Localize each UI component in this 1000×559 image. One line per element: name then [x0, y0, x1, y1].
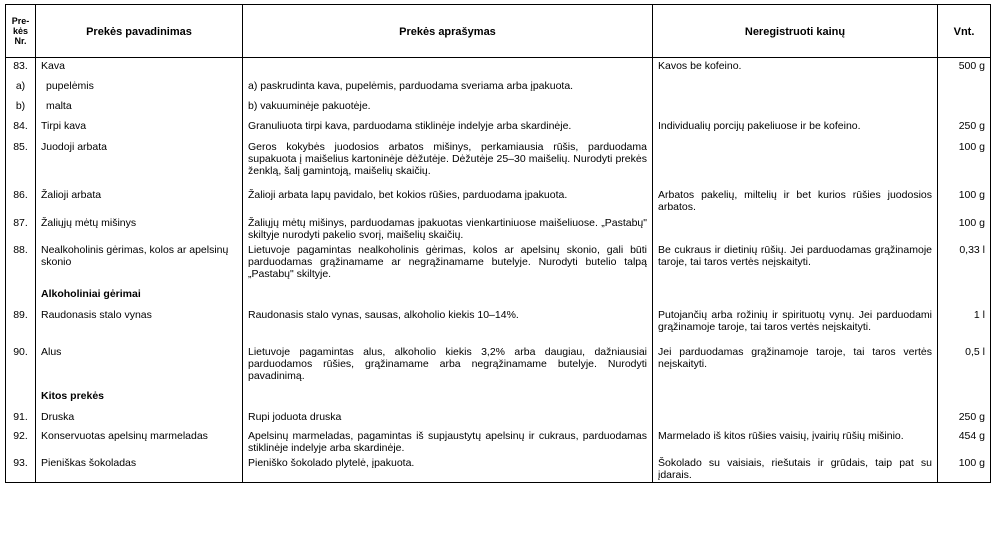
- item-number-cell: 89.: [6, 307, 36, 344]
- item-description-cell: Geros kokybės juodosios arbatos mišinys, perkamiausia rūšis, parduodama supakuota į maišelius kartoninėje dėžutėje. Dėžutėje 25–30 maišelių. Nurodyti prekės ženklą, šalį gamintoją, maišelių skaičių.: [243, 139, 653, 187]
- table-row: [6, 98, 991, 118]
- empty-cell: [653, 286, 938, 307]
- unit-cell: 250 g: [938, 118, 991, 139]
- header-item-description: Prekės aprašymas: [243, 5, 653, 58]
- item-description-cell: Rupi joduota druska: [243, 409, 653, 428]
- empty-cell: [938, 388, 991, 409]
- unit-cell: 100 g: [938, 187, 991, 215]
- table-row: [6, 58, 991, 78]
- unit-cell: 454 g: [938, 428, 991, 455]
- header-unit: Vnt.: [938, 5, 991, 58]
- item-name-cell: Kava: [36, 58, 243, 78]
- unregistered-prices-cell: [653, 78, 938, 98]
- item-name-cell: Raudonasis stalo vynas: [36, 307, 243, 344]
- item-description-cell: Žalioji arbata lapų pavidalo, bet kokios rūšies, parduodama įpakuota.: [243, 187, 653, 215]
- unit-cell: 500 g: [938, 58, 991, 78]
- unit-cell: 0,33 l: [938, 242, 991, 286]
- unregistered-prices-cell: [653, 139, 938, 187]
- item-description-cell: a) paskrudinta kava, pupelėmis, parduodama sveriama arba įpakuota.: [243, 78, 653, 98]
- item-number-cell: 83.: [6, 58, 36, 78]
- item-number-cell: 84.: [6, 118, 36, 139]
- table-row: [6, 409, 991, 428]
- price-items-table: [5, 4, 991, 483]
- item-name-cell: Alus: [36, 344, 243, 388]
- item-name-cell: Druska: [36, 409, 243, 428]
- item-name-cell: Nealkoholinis gėrimas, kolos ar apelsinų skonio: [36, 242, 243, 286]
- item-name-cell: Žaliųjų mėtų mišinys: [36, 215, 243, 242]
- item-name-cell: pupelėmis: [36, 78, 243, 98]
- unregistered-prices-cell: Be cukraus ir dietinių rūšių. Jei parduodamas grąžinamoje taroje, tai taros vertės neįskaityti.: [653, 242, 938, 286]
- item-description-cell: [243, 58, 653, 78]
- item-name-cell: Juodoji arbata: [36, 139, 243, 187]
- item-name-cell: malta: [36, 98, 243, 118]
- item-number-cell: 88.: [6, 242, 36, 286]
- empty-cell: [653, 388, 938, 409]
- table-row: [6, 344, 991, 388]
- section-row: [6, 388, 991, 409]
- empty-cell: [6, 286, 36, 307]
- item-number-cell: 85.: [6, 139, 36, 187]
- unit-cell: 0,5 l: [938, 344, 991, 388]
- unit-cell: 100 g: [938, 215, 991, 242]
- item-name-cell: Tirpi kava: [36, 118, 243, 139]
- unregistered-prices-cell: [653, 409, 938, 428]
- item-number-cell: 93.: [6, 455, 36, 483]
- item-number-cell: 91.: [6, 409, 36, 428]
- item-description-cell: Raudonasis stalo vynas, sausas, alkoholio kiekis 10–14%.: [243, 307, 653, 344]
- unit-cell: 100 g: [938, 455, 991, 483]
- item-description-cell: Pieniško šokolado plytelė, įpakuota.: [243, 455, 653, 483]
- empty-cell: [243, 286, 653, 307]
- table-row: [6, 118, 991, 139]
- header-item-name: Prekės pavadinimas: [36, 5, 243, 58]
- unregistered-prices-cell: Arbatos pakelių, miltelių ir bet kurios rūšies juodosios arbatos.: [653, 187, 938, 215]
- table-row: [6, 78, 991, 98]
- item-description-cell: b) vakuuminėje pakuotėje.: [243, 98, 653, 118]
- unregistered-prices-cell: Putojančių arba rožinių ir spirituotų vynų. Jei parduodami grąžinamoje taroje, tai taros vertės neįskaityti.: [653, 307, 938, 344]
- unregistered-prices-cell: [653, 98, 938, 118]
- empty-cell: [6, 388, 36, 409]
- table-row: [6, 307, 991, 344]
- item-number-cell: a): [6, 78, 36, 98]
- unregistered-prices-cell: Jei parduodamas grąžinamoje taroje, tai taros vertės neįskaityti.: [653, 344, 938, 388]
- empty-cell: [243, 388, 653, 409]
- unregistered-prices-cell: Šokolado su vaisiais, riešutais ir grūdais, taip pat su įdarais.: [653, 455, 938, 483]
- item-description-cell: Granuliuota tirpi kava, parduodama stiklinėje indelyje arba skardinėje.: [243, 118, 653, 139]
- unit-cell: 100 g: [938, 139, 991, 187]
- item-description-cell: Apelsinų marmeladas, pagamintas iš supjaustytų apelsinų ir cukraus, parduodamas stiklinėje indelyje arba skardinėje.: [243, 428, 653, 455]
- item-name-cell: Žalioji arbata: [36, 187, 243, 215]
- table-row: [6, 455, 991, 483]
- item-number-cell: 86.: [6, 187, 36, 215]
- section-row: [6, 286, 991, 307]
- unregistered-prices-cell: Marmelado iš kitos rūšies vaisių, įvairių rūšių mišinio.: [653, 428, 938, 455]
- table-header-row: [6, 5, 991, 58]
- section-title: Kitos prekės: [36, 388, 243, 409]
- unit-cell: [938, 98, 991, 118]
- unit-cell: [938, 78, 991, 98]
- item-name-cell: Pieniškas šokoladas: [36, 455, 243, 483]
- table-row: [6, 242, 991, 286]
- item-number-cell: 87.: [6, 215, 36, 242]
- section-title: Alkoholiniai gėrimai: [36, 286, 243, 307]
- item-number-cell: b): [6, 98, 36, 118]
- item-description-cell: Lietuvoje pagamintas nealkoholinis gėrimas, kolos ar apelsinų skonio, gali būti parduodamas grąžinamame ar negrąžinamame butelyje. Nurodyti butelio talpą „Pastabų" skiltyje.: [243, 242, 653, 286]
- unit-cell: 1 l: [938, 307, 991, 344]
- unit-cell: 250 g: [938, 409, 991, 428]
- table-row: [6, 139, 991, 187]
- table-row: [6, 215, 991, 242]
- unregistered-prices-cell: Individualių porcijų pakeliuose ir be kofeino.: [653, 118, 938, 139]
- item-description-cell: Žaliųjų mėtų mišinys, parduodamas įpakuotas vienkartiniuose maišeliuose. „Pastabų" skiltyje nurodyti pakelio svorį, maišelių skaičių.: [243, 215, 653, 242]
- table-row: [6, 428, 991, 455]
- unregistered-prices-cell: [653, 215, 938, 242]
- table-row: [6, 187, 991, 215]
- empty-cell: [938, 286, 991, 307]
- item-name-cell: Konservuotas apelsinų marmeladas: [36, 428, 243, 455]
- header-unregistered-prices: Neregistruoti kainų: [653, 5, 938, 58]
- unregistered-prices-cell: Kavos be kofeino.: [653, 58, 938, 78]
- item-number-cell: 92.: [6, 428, 36, 455]
- item-number-cell: 90.: [6, 344, 36, 388]
- item-description-cell: Lietuvoje pagamintas alus, alkoholio kiekis 3,2% arba daugiau, dažniausiai parduodamos rūšies, grąžinamame arba negrąžinamame butelyje. Nurodyti pavadinimą.: [243, 344, 653, 388]
- header-item-number: Pre-kės Nr.: [6, 5, 36, 58]
